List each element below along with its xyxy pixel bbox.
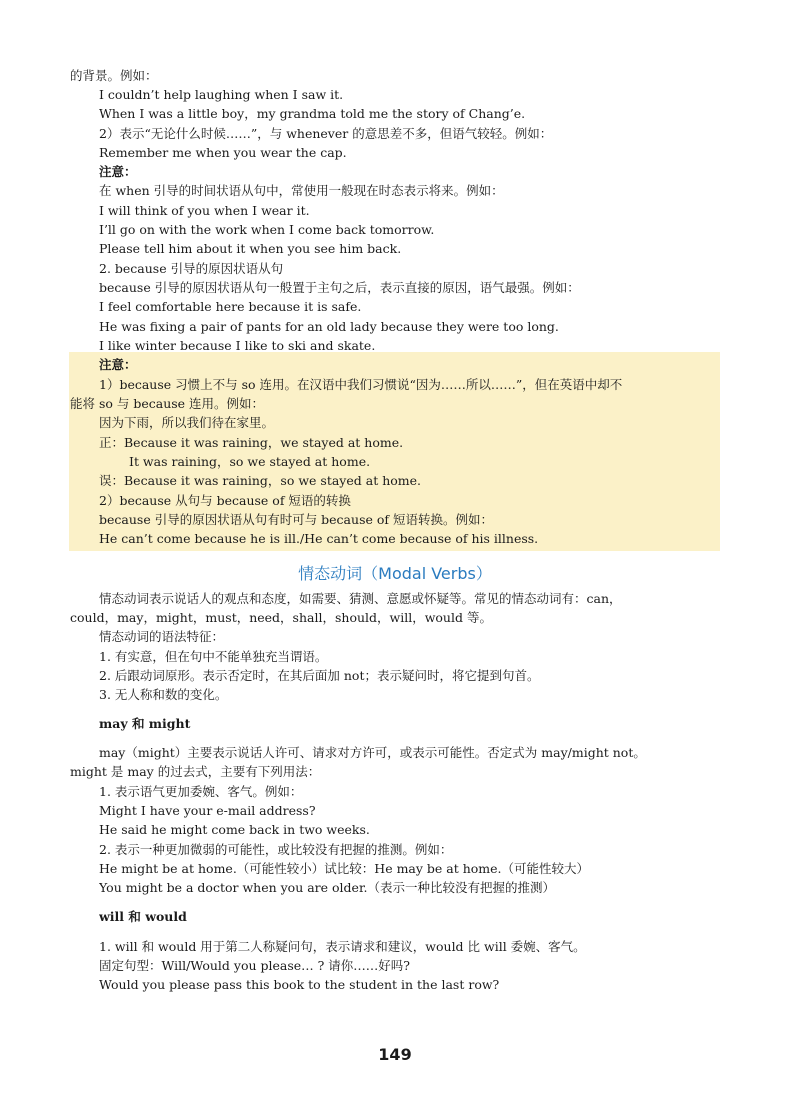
- text-line: 2. 表示一种更加微弱的可能性，或比较没有把握的推测。例如：: [99, 842, 453, 857]
- heading-line: 注意：: [99, 164, 137, 179]
- text-line: 3. 无人称和数的变化。: [99, 687, 228, 702]
- text-line: Please tell him about it when you see him back.: [99, 241, 402, 256]
- text-line: You might be a doctor when you are older.（表示一种比较没有把握的推测）: [99, 880, 556, 895]
- text-line: Might I have your e-mail address?: [99, 803, 316, 818]
- text-line: He was fixing a pair of pants for an old lady because they were too long.: [99, 319, 559, 334]
- text-line: I’ll go on with the work when I come back tomorrow.: [99, 222, 435, 237]
- text-line: 2. 后跟动词原形。表示否定时，在其后面加 not；表示疑问时，将它提到句首。: [99, 668, 540, 683]
- heading-line: will 和 would: [99, 909, 187, 924]
- text-line: He said he might come back in two weeks.: [99, 822, 370, 837]
- text-line: may（might）主要表示说话人许可、请求对方许可，或表示可能性。否定式为 may/might not。: [99, 745, 646, 760]
- page-number: 149: [378, 1045, 412, 1064]
- text-line: 1. 表示语气更加委婉、客气。例如：: [99, 784, 303, 799]
- text-line: 1. will 和 would 用于第二人称疑问句，表示请求和建议，would 比 will 委婉、客气。: [99, 939, 586, 954]
- text-line: Would you please pass this book to the student in the last row?: [99, 977, 500, 992]
- heading-line: may 和 might: [99, 716, 191, 731]
- text-line: I will think of you when I wear it.: [99, 203, 310, 218]
- text-line: 情态动词的语法特征：: [99, 629, 225, 644]
- text-line: 因为下雨，所以我们待在家里。: [99, 415, 275, 430]
- text-line: 1. 有实意，但在句中不能单独充当谓语。: [99, 649, 328, 664]
- text-line: 固定句型：Will/Would you please… ? 请你……好吗?: [99, 958, 411, 973]
- text-line: 情态动词表示说话人的观点和态度，如需要、猜测、意愿或怀疑等。常见的情态动词有：can，: [99, 591, 622, 606]
- text-line: 在 when 引导的时间状语从句中，常使用一般现在时态表示将来。例如：: [99, 183, 504, 198]
- text-line: could，may，might，must，need，shall，should，will，would 等。: [70, 610, 492, 625]
- section-title: 情态动词（Modal Verbs）: [298, 564, 492, 583]
- text-line: I couldn’t help laughing when I saw it.: [99, 87, 344, 102]
- text-line: because 引导的原因状语从句一般置于主句之后，表示直接的原因，语气最强。例如：: [99, 280, 580, 295]
- text-line: 误：Because it was raining，so we stayed at home.: [99, 473, 421, 488]
- text-line: might 是 may 的过去式，主要有下列用法：: [70, 764, 321, 779]
- text-line: He might be at home.（可能性较小）试比较：He may be at home.（可能性较大）: [99, 861, 590, 876]
- text-line: When I was a little boy，my grandma told me the story of Chang’e.: [99, 106, 526, 121]
- text-line: 1）because 习惯上不与 so 连用。在汉语中我们习惯说“因为……所以……”，但在英语中却不: [99, 377, 623, 392]
- text-line: He can’t come because he is ill./He can’t come because of his illness.: [99, 531, 539, 546]
- text-line: 的背景。例如：: [70, 68, 158, 83]
- heading-line: 注意：: [99, 357, 137, 372]
- text-line: 2. because 引导的原因状语从句: [99, 261, 284, 276]
- text-line: 2）because 从句与 because of 短语的转换: [99, 493, 351, 508]
- text-line: Remember me when you wear the cap.: [99, 145, 347, 160]
- text-line: 正：Because it was raining，we stayed at home.: [99, 435, 404, 450]
- text-line: because 引导的原因状语从句有时可与 because of 短语转换。例如：: [99, 512, 493, 527]
- text-line: I like winter because I like to ski and skate.: [99, 338, 376, 353]
- text-line: 能将 so 与 because 连用。例如：: [70, 396, 265, 411]
- text-line: It was raining，so we stayed at home.: [129, 454, 371, 469]
- text-line: I feel comfortable here because it is safe.: [99, 299, 362, 314]
- text-line: 2）表示“无论什么时候……”，与 whenever 的意思差不多，但语气较轻。例如：: [99, 126, 553, 141]
